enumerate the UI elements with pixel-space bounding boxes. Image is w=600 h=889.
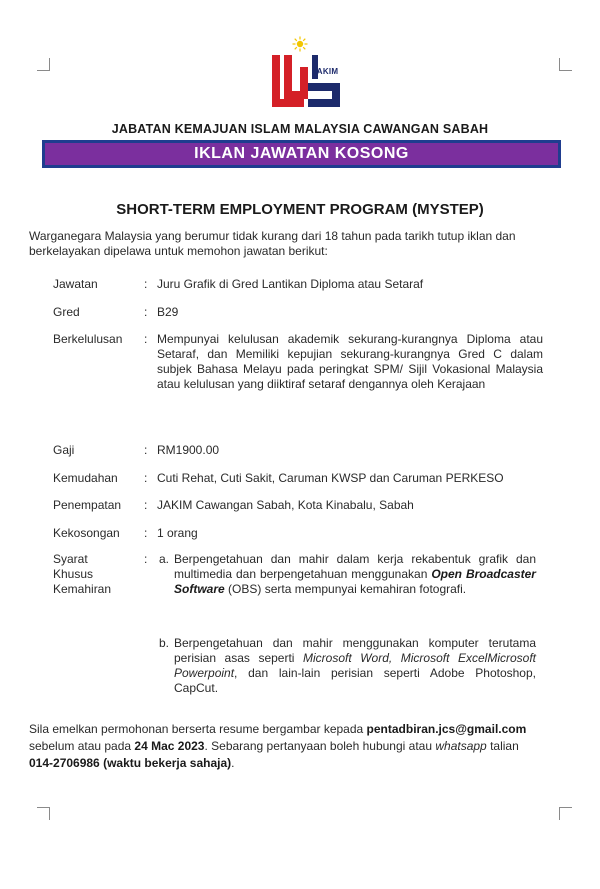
syarat-label-line3: Kemahiran <box>53 582 112 596</box>
colon: : <box>144 443 148 457</box>
penempatan-value: JAKIM Cawangan Sabah, Kota Kinabalu, Sabah <box>157 498 414 512</box>
item-b-part1: Berpengetahuan dan mahir menggunakan komputer terutama perisian asas seperti <box>174 636 536 665</box>
colon: : <box>144 552 148 566</box>
footer-text-2: sebelum atau pada <box>29 739 132 753</box>
phone-number[interactable]: 014-2706986 (waktu bekerja sahaja) <box>29 756 232 770</box>
footer-text-5: . <box>231 756 235 770</box>
colon: : <box>144 305 148 319</box>
gaji-value: RM1900.00 <box>157 443 220 457</box>
kekosongan-value: 1 orang <box>157 526 198 540</box>
crop-mark-bottom-right <box>559 807 572 820</box>
syarat-label <box>53 552 141 597</box>
whatsapp-text: whatsapp <box>435 739 487 753</box>
item-a-marker: a. <box>159 552 170 566</box>
item-a-software: Open Broadcaster Software <box>174 567 536 596</box>
jawatan-label: Jawatan <box>53 277 98 291</box>
colon: : <box>144 526 148 540</box>
kemudahan-value: Cuti Rehat, Cuti Sakit, Caruman KWSP dan Caruman PERKESO <box>157 471 504 485</box>
footer-text-1: Sila emelkan permohonan berserta resume bergambar kepada <box>29 722 364 736</box>
jakim-logo <box>270 36 346 112</box>
banner-title: IKLAN JAWATAN KOSONG <box>194 145 409 162</box>
syarat-label-line2: Khusus <box>53 567 94 581</box>
berkelulusan-label: Berkelulusan <box>53 332 123 346</box>
kemudahan-label: Kemudahan <box>53 471 118 485</box>
crop-mark-top-left <box>37 58 50 71</box>
item-a-text <box>174 552 536 597</box>
vacancy-banner <box>42 140 561 168</box>
item-a-part2: (OBS) serta mempunyai kemahiran fotografi. <box>228 582 467 596</box>
application-instructions <box>29 721 561 772</box>
deadline-date: 24 Mac 2023 <box>134 739 205 753</box>
berkelulusan-value: Mempunyai kelulusan akademik sekurang-kurangnya Diploma atau Setaraf, dan Memiliki kepujian sekurang-kurangnya Gred C dalam subjek Bahasa Melayu pada peringkat SPM/ Sijil Vokasional Malaysia atau kelulusan yang diiktiraf setaraf dengannya oleh Kerajaan <box>157 332 543 391</box>
gred-label: Gred <box>53 305 80 319</box>
logo-label: JAKIM <box>312 67 339 76</box>
department-name: JABATAN KEMAJUAN ISLAM MALAYSIA CAWANGAN SABAH <box>111 122 489 136</box>
gaji-label: Gaji <box>53 443 75 457</box>
syarat-label-line1: Syarat <box>53 552 88 566</box>
colon: : <box>144 471 148 485</box>
jawatan-value: Juru Grafik di Gred Lantikan Diploma atau Setaraf <box>157 277 424 291</box>
crop-mark-bottom-left <box>37 807 50 820</box>
item-a-part1: Berpengetahuan dan mahir dalam kerja rekabentuk grafik dan multimedia dan berpengetahuan menggunakan <box>174 552 536 581</box>
footer-text-4: talian <box>490 739 519 753</box>
crop-mark-top-right <box>559 58 572 71</box>
item-b-part2: , dan lain-lain perisian seperti Adobe Photoshop, CapCut. <box>174 666 536 695</box>
colon: : <box>144 332 148 346</box>
item-b-software: Microsoft Word, Microsoft ExcelMicrosoft Powerpoint <box>174 651 536 680</box>
item-b-marker: b. <box>159 636 170 650</box>
sun-icon <box>292 36 308 52</box>
kekosongan-label: Kekosongan <box>53 526 120 540</box>
item-b-text <box>174 636 536 696</box>
colon: : <box>144 277 148 291</box>
gred-value: B29 <box>157 305 179 319</box>
penempatan-label: Penempatan <box>53 498 122 512</box>
program-title: SHORT-TERM EMPLOYMENT PROGRAM (MYSTEP) <box>116 201 484 218</box>
footer-text-3: . Sebarang pertanyaan boleh hubungi atau <box>204 739 433 753</box>
kufic-emblem-icon <box>270 53 342 109</box>
colon: : <box>144 498 148 512</box>
email-link[interactable]: pentadbiran.jcs@gmail.com <box>366 722 527 736</box>
intro-paragraph: Warganegara Malaysia yang berumur tidak kurang dari 18 tahun pada tarikh tutup iklan dan berkelayakan dipelawa untuk memohon jawatan berikut: <box>29 229 516 258</box>
